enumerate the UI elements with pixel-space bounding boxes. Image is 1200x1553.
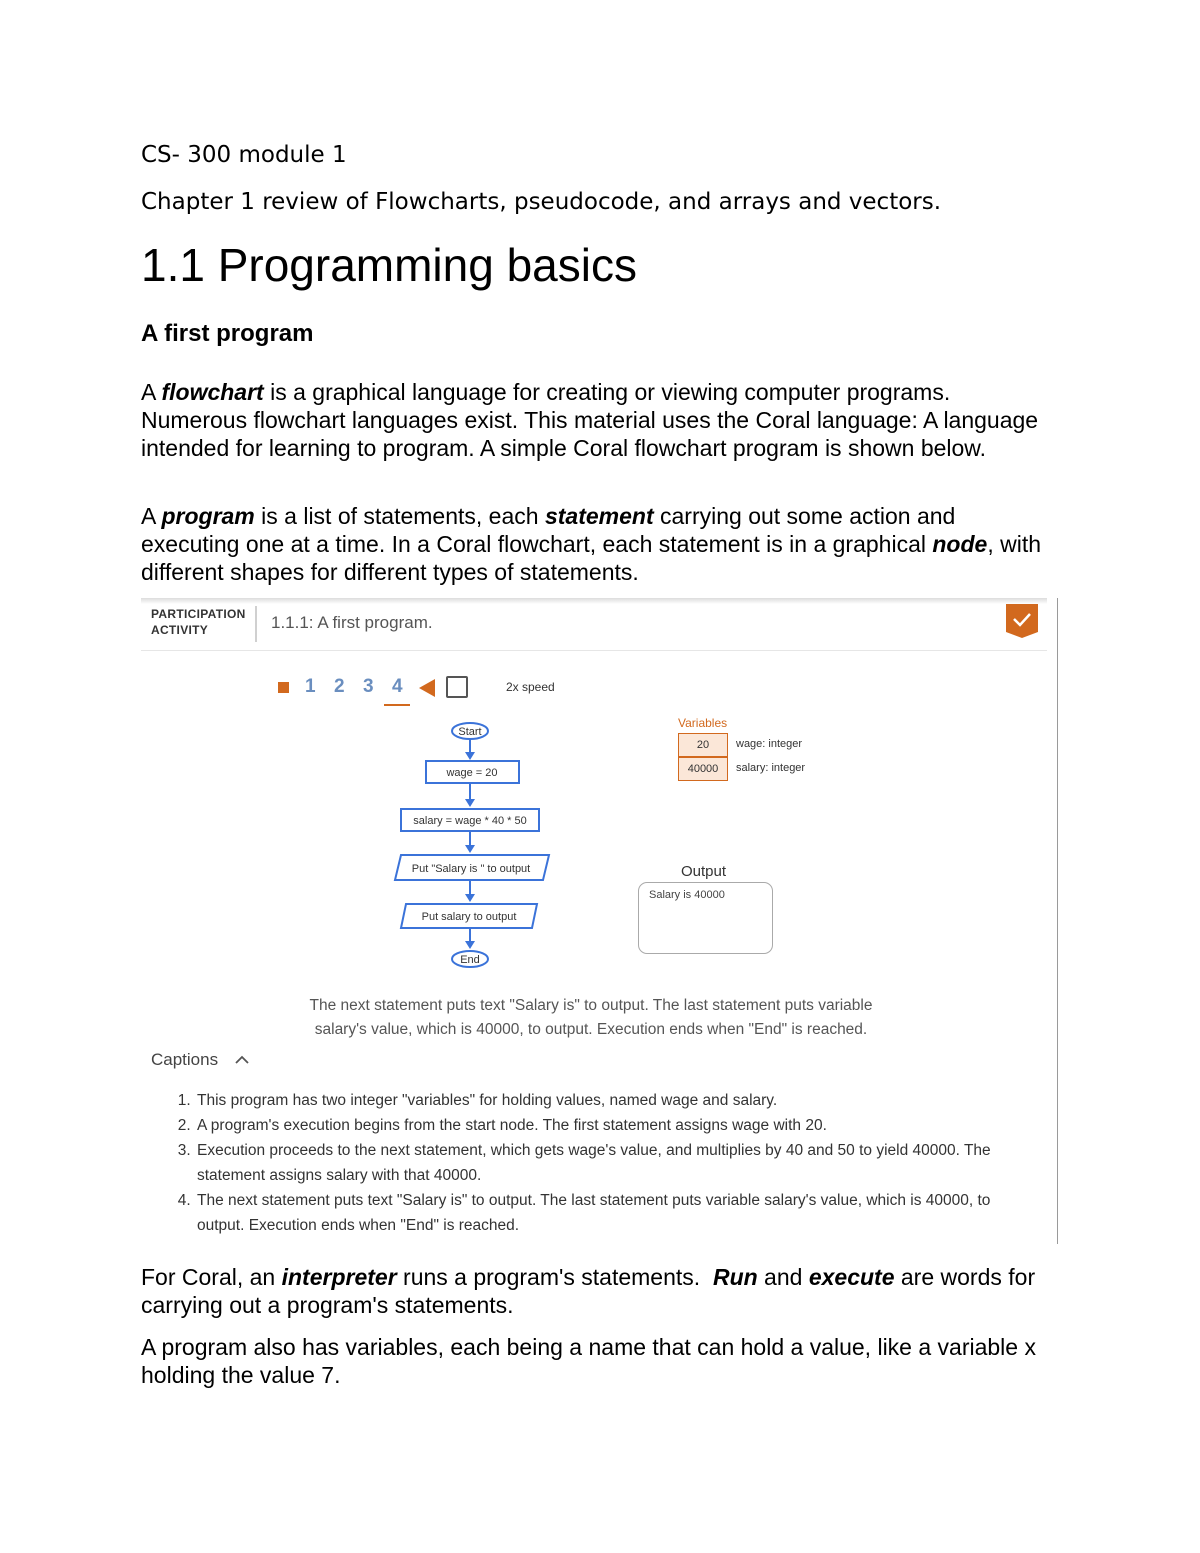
activity-top-shadow [141, 598, 1047, 604]
course-title: CS- 300 module 1 [141, 142, 347, 168]
output-text-node-label: Put "Salary is " to output [411, 863, 531, 875]
variables-paragraph: A program also has variables, each being a name that can hold a value, like a variable x holding the value 7. [141, 1334, 1036, 1388]
para3-mid1: runs a program's statements. [396, 1264, 713, 1290]
term-execute: execute [808, 1264, 895, 1290]
step-4-button[interactable]: 4 [392, 676, 403, 697]
participation-activity [141, 598, 1058, 1244]
output-title: Output [681, 863, 727, 880]
captions-toggle[interactable] [151, 1050, 249, 1070]
program-paragraph [141, 502, 1056, 586]
current-caption [221, 994, 961, 1042]
coral-flowchart [391, 718, 561, 973]
step-2-button[interactable]: 2 [334, 676, 345, 697]
salary-node-label: salary = wage * 40 * 50 [413, 815, 527, 827]
interpreter-paragraph [141, 1263, 1056, 1319]
start-node-label: Start [458, 726, 482, 738]
wage-node-label: wage = 20 [446, 767, 498, 779]
activity-label [151, 606, 246, 638]
para3-a: For Coral, an [141, 1264, 282, 1290]
term-flowchart: flowchart [161, 379, 264, 405]
completion-check-icon [1006, 604, 1038, 638]
output-salary-node-label: Put salary to output [421, 911, 517, 923]
caption-line-2: salary's value, which is 40000, to output. Execution ends when "End" is reached. [314, 1021, 868, 1038]
term-run: Run [712, 1264, 758, 1290]
caption-item: 4. The next statement puts text "Salary is" to output. The last statement puts variable salary's value, which is 40000, to output. Execution ends when "End" is reached. [195, 1188, 1035, 1238]
wage-value-box: 20 [678, 733, 728, 757]
para3-end: are words for carrying out a program's statements. [141, 1264, 1036, 1318]
para3-mid2: and [757, 1264, 809, 1290]
term-interpreter: interpreter [281, 1264, 397, 1290]
activity-label-line1: PARTICIPATION [151, 607, 246, 621]
para1-rest: is a graphical language for creating or viewing computer programs. Numerous flowchart languages exist. This material uses the Coral language: A language intended for learning to program. A simple Coral flowchart program is shown below. [141, 379, 1039, 461]
speed-label: 2x speed [506, 680, 555, 694]
stop-button[interactable] [278, 682, 289, 693]
activity-title: 1.1.1: A first program. [271, 613, 433, 632]
step-3-button[interactable]: 3 [363, 676, 374, 697]
term-statement: statement [544, 503, 654, 529]
para2-a: A [141, 503, 162, 529]
back-icon[interactable] [417, 678, 437, 698]
active-step-underline [384, 704, 410, 706]
captions-label: Captions [151, 1050, 219, 1069]
section-subtitle: A first program [141, 320, 314, 347]
speed-checkbox[interactable] [446, 676, 468, 698]
flowchart-paragraph [141, 378, 1056, 462]
activity-label-line2: ACTIVITY [151, 623, 209, 637]
chevron-up-icon [235, 1050, 249, 1070]
caption-item: 1. This program has two integer "variables" for holding values, named wage and salary. [195, 1088, 1035, 1113]
activity-right-border [1057, 598, 1058, 1244]
output-text: Salary is 40000 [649, 889, 725, 901]
captions-list [171, 1088, 1035, 1238]
end-node-label: End [460, 954, 480, 966]
output-console [638, 882, 773, 954]
step-1-button[interactable]: 1 [305, 676, 316, 697]
para2-mid1: is a list of statements, each [254, 503, 545, 529]
section-title: 1.1 Programming basics [141, 239, 637, 291]
chapter-title: Chapter 1 review of Flowcharts, pseudocode, and arrays and vectors. [141, 189, 942, 215]
variables-title: Variables [678, 716, 728, 730]
wage-type-label: wage: integer [736, 738, 803, 750]
para1-a: A [141, 379, 162, 405]
salary-type-label: salary: integer [736, 762, 806, 774]
para2-mid2: carrying out some action and executing one at a time. In a Coral flowchart, each statement is in a graphical [141, 503, 956, 557]
caption-line-1: The next statement puts text "Salary is" to output. The last statement puts variable [309, 997, 873, 1014]
term-node: node [932, 531, 988, 557]
caption-item: 2. A program's execution begins from the start node. The first statement assigns wage with 20. [195, 1113, 1035, 1138]
salary-value-box: 40000 [678, 757, 728, 781]
para2-end: , with different shapes for different types of statements. [141, 531, 1042, 585]
term-program: program [161, 503, 255, 529]
header-separator [255, 606, 257, 642]
caption-item: 3. Execution proceeds to the next statement, which gets wage's value, and multiplies by 40 and 50 to yield 40000. The statement assigns salary with that 40000. [195, 1138, 1035, 1188]
